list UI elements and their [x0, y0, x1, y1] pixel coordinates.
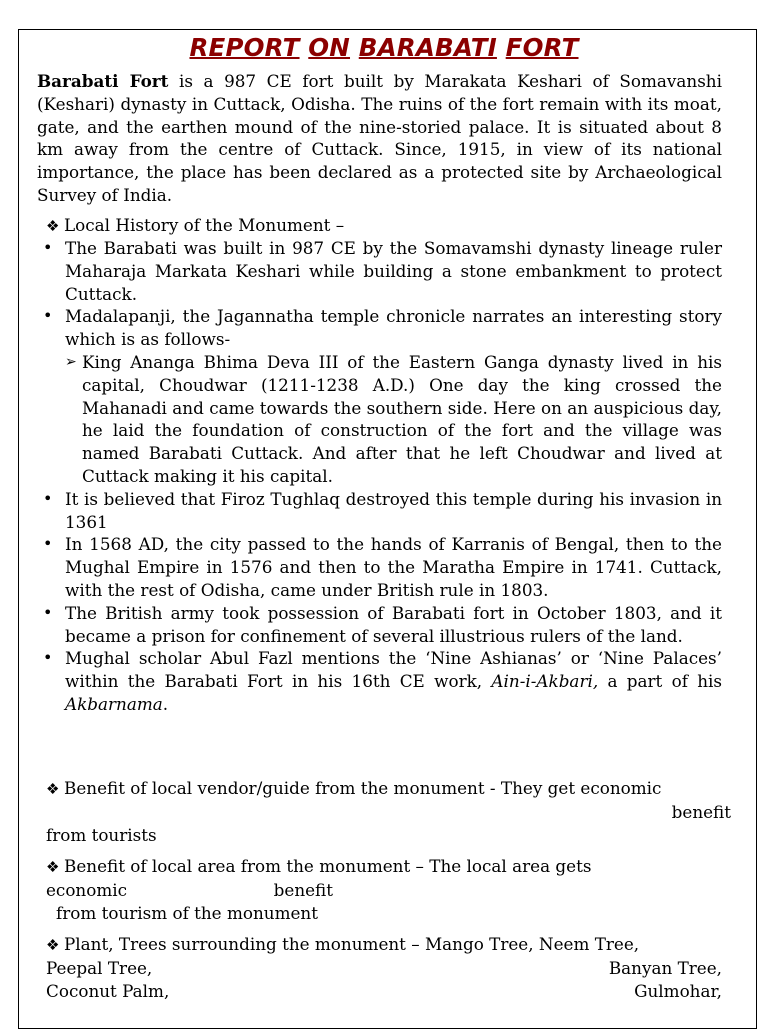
list-item-text: In 1568 AD, the city passed to the hands of Karranis of Bengal, then to the Mughal Empire in 1576 and then to the Maratha Empire in 1741. Cuttack, with the rest of Odisha, came under British rule in 1803.: [65, 534, 722, 600]
history-list: [37, 237, 722, 716]
arrow-bullet-icon: ➢: [65, 353, 77, 370]
plants-line-word: Coconut Palm,: [46, 980, 170, 1001]
list-item-text: It is believed that Firoz Tughlaq destroyed this temple during his invasion in 1361: [65, 488, 722, 532]
vendor-line: benefit: [671, 801, 731, 822]
list-item: [37, 533, 722, 601]
book-title: Ain-i-Akbari,: [491, 671, 599, 692]
vendor-line: Benefit of local vendor/guide from the monument - They get economic: [64, 778, 662, 798]
area-benefit-section: [46, 855, 722, 924]
diamond-bullet-icon: ❖: [46, 858, 60, 876]
bullet-icon: •: [43, 648, 53, 668]
history-heading-text: Local History of the Monument –: [64, 215, 345, 235]
page-title: [0, 33, 768, 62]
bullet-icon: •: [43, 238, 53, 257]
bullet-icon: •: [43, 534, 53, 554]
list-item: [37, 647, 722, 715]
plants-line-word: Gulmohar,: [634, 980, 722, 1001]
history-heading: [46, 214, 344, 238]
list-item: [37, 305, 722, 487]
bullet-icon: •: [43, 488, 53, 508]
area-line: Benefit of local area from the monument – The local area gets: [64, 856, 592, 876]
list-item-text: Madalapanji, the Jagannatha temple chronicle narrates an interesting story which is as follows-: [65, 306, 722, 350]
vendor-line: from tourists: [46, 824, 157, 845]
plants-line: Plant, Trees surrounding the monument – Mango Tree, Neem Tree,: [64, 934, 640, 954]
list-item-text: .: [162, 693, 169, 714]
list-item-text: Mughal scholar Abul Fazl mentions the ‘Nine Ashianas’ or ‘Nine Palaces’ within the Barabati Fort in his 16th CE work,: [65, 648, 722, 692]
bullet-icon: •: [43, 602, 53, 622]
list-item-text: The British army took possession of Barabati fort in October 1803, and it became a prison for confinement of several illustrious rulers of the land.: [65, 602, 722, 646]
vendor-benefit-section: [46, 777, 731, 846]
plants-section: [46, 933, 722, 1002]
book-title: Akbarnama: [65, 693, 163, 714]
sub-list-item-text: King Ananga Bhima Deva III of the Eastern Ganga dynasty lived in his capital, Choudwar (1211-1238 A.D.) One day the king crossed the Mahanadi and came towards the southern side. Here on an auspicious day, he laid the foundation of construction of the fort and the village was named Barabati Cuttack. And after that he left Choudwar and lived at Cuttack making it his capital.: [82, 351, 722, 486]
diamond-bullet-icon: ❖: [46, 936, 60, 954]
intro-paragraph: [37, 70, 722, 207]
intro-text: is a 987 CE fort built by Marakata Keshari of Somavanshi (Keshari) dynasty in Cuttack, Odisha. The ruins of the fort remain with its moat, gate, and the earthen mound of the nine-storied palace. It is situated about 8 km away from the centre of Cuttack. Since, 1915, in view of its national importance, the place has been declared as a protected site by Archaeological Survey of India.: [37, 71, 722, 205]
plants-line-word: Banyan Tree,: [608, 957, 722, 978]
title-word: REPORT: [189, 33, 300, 62]
bullet-icon: •: [43, 306, 53, 326]
title-word: BARABATI: [358, 33, 497, 62]
list-item: [37, 488, 722, 534]
list-item-text: The Barabati was built in 987 CE by the Somavamshi dynasty lineage ruler Maharaja Markata Keshari while building a stone embankment to protect Cuttack.: [65, 238, 722, 304]
list-item: [37, 237, 722, 305]
area-line-word: benefit: [273, 879, 333, 900]
area-line: from tourism of the monument: [56, 902, 318, 923]
title-word: ON: [308, 33, 351, 62]
diamond-bullet-icon: ❖: [46, 780, 60, 798]
intro-bold-term: Barabati Fort: [37, 71, 169, 91]
plants-line-word: Peepal Tree,: [46, 957, 153, 978]
sub-list-item: [65, 351, 722, 488]
list-item: [37, 602, 722, 648]
diamond-bullet-icon: ❖: [46, 217, 60, 235]
area-line-word: economic: [46, 879, 128, 900]
title-word: FORT: [505, 33, 579, 62]
list-item-text: a part of his: [598, 671, 722, 692]
